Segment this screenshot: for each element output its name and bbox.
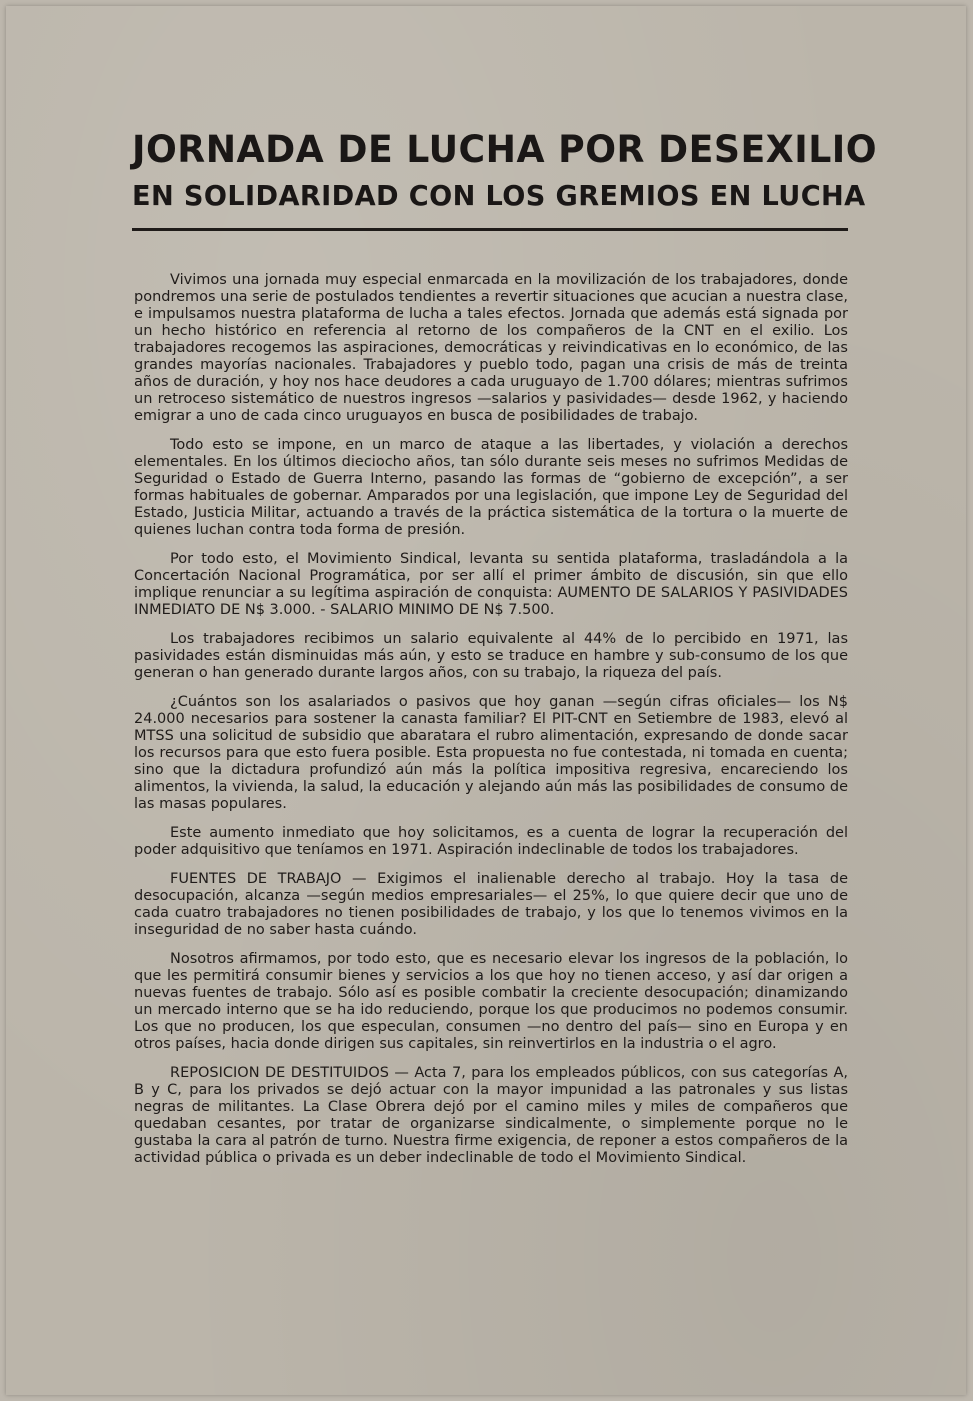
title-rule: [132, 228, 848, 231]
paragraph-6: Este aumento inmediato que hoy solicitamos, es a cuenta de lograr la recuperación del poder adquisitivo que teníamos en 1971. Aspiración indeclinable de todos los trabajadores.: [134, 825, 848, 858]
paragraph-5: ¿Cuántos son los asalariados o pasivos que hoy ganan —según cifras oficiales— los N$ 24.000 necesarios para sostener la canasta familiar? El PIT-CNT en Setiembre de 1983, elevó al MTSS una solicitud de subsidio que abaratara el rubro alimentación, expresando de donde sacar los recursos para que esto fuera posible. Esta propuesta no fue contestada, ni tomada en cuenta; sino que la dictadura profundizó aún más la política impositiva regresiva, encareciendo los alimentos, la vivienda, la salud, la educación y alejando aún más las posibilidades de consumo de las masas populares.: [134, 694, 848, 812]
document-title: JORNADA DE LUCHA POR DESEXILIO: [132, 128, 878, 171]
paragraph-4: Los trabajadores recibimos un salario equivalente al 44% de lo percibido en 1971, las pasividades están disminuidas más aún, y esto se traduce en hambre y sub-consumo de los que generan o han generado durante largos años, con su trabajo, la riqueza del país.: [134, 631, 848, 681]
paragraph-7: FUENTES DE TRABAJO — Exigimos el inalienable derecho al trabajo. Hoy la tasa de desocupación, alcanza —según medios empresariales— el 25%, lo que quiere decir que uno de cada cuatro trabajadores no tienen posibilidades de trabajo, y los que lo tenemos vivimos en la inseguridad de no saber hasta cuándo.: [134, 871, 848, 938]
paragraph-1: Vivimos una jornada muy especial enmarcada en la movilización de los trabajadores, donde pondremos una serie de postulados tendientes a revertir situaciones que acucian a nuestra clase, e impulsamos nuestra plataforma de lucha a tales efectos. Jornada que además está signada por un hecho histórico en referencia al retorno de los compañeros de la CNT en el exilio. Los trabajadores recogemos las aspiraciones, democráticas y reivindicativas en lo económico, de las grandes mayorías nacionales. Trabajadores y pueblo todo, pagan una crisis de más de treinta años de duración, y hoy nos hace deudores a cada uruguayo de 1.700 dólares; mientras sufrimos un retroceso sistemático de nuestros ingresos —salarios y pasividades— desde 1962, y haciendo emigrar a uno de cada cinco uruguayos en busca de posibilidades de trabajo.: [134, 272, 848, 424]
paragraph-2: Todo esto se impone, en un marco de ataque a las libertades, y violación a derechos elementales. En los últimos dieciocho años, tan sólo durante seis meses no sufrimos Medidas de Seguridad o Estado de Guerra Interno, pasando las formas de “gobierno de excepción”, a ser formas habituales de gobernar. Amparados por una legislación, que impone Ley de Seguridad del Estado, Justicia Militar, actuando a través de la práctica sistemática de la tortura o la muerte de quienes luchan contra toda forma de presión.: [134, 437, 848, 538]
document-page: [6, 6, 966, 1395]
document-body: [134, 272, 848, 1179]
paragraph-3: Por todo esto, el Movimiento Sindical, levanta su sentida plataforma, trasladándola a la Concertación Nacional Programática, por ser allí el primer ámbito de discusión, sin que ello implique renunciar a su legítima aspiración de conquista: AUMENTO DE SALARIOS Y PASIVIDADES INMEDIATO DE N$ 3.000. - SALARIO MINIMO DE N$ 7.500.: [134, 551, 848, 618]
paragraph-8: Nosotros afirmamos, por todo esto, que es necesario elevar los ingresos de la población, lo que les permitirá consumir bienes y servicios a los que hoy no tienen acceso, y así dar origen a nuevas fuentes de trabajo. Sólo así es posible combatir la creciente desocupación; dinamizando un mercado interno que se ha ido reduciendo, porque los que producimos no podemos consumir. Los que no producen, los que especulan, consumen —no dentro del país— sino en Europa y en otros países, hacia donde dirigen sus capitales, sin reinvertirlos en la industria o el agro.: [134, 951, 848, 1052]
document-header: [132, 124, 878, 231]
document-subtitle: EN SOLIDARIDAD CON LOS GREMIOS EN LUCHA: [132, 179, 866, 212]
paragraph-9: REPOSICION DE DESTITUIDOS — Acta 7, para los empleados públicos, con sus categorías A, B y C, para los privados se dejó actuar con la mayor impunidad a las patronales y sus listas negras de militantes. La Clase Obrera dejó por el camino miles y miles de compañeros que quedaban cesantes, por tratar de organizarse sindicalmente, o simplemente porque no le gustaba la cara al patrón de turno. Nuestra firme exigencia, de reponer a estos compañeros de la actividad pública o privada es un deber indeclinable de todo el Movimiento Sindical.: [134, 1065, 848, 1166]
